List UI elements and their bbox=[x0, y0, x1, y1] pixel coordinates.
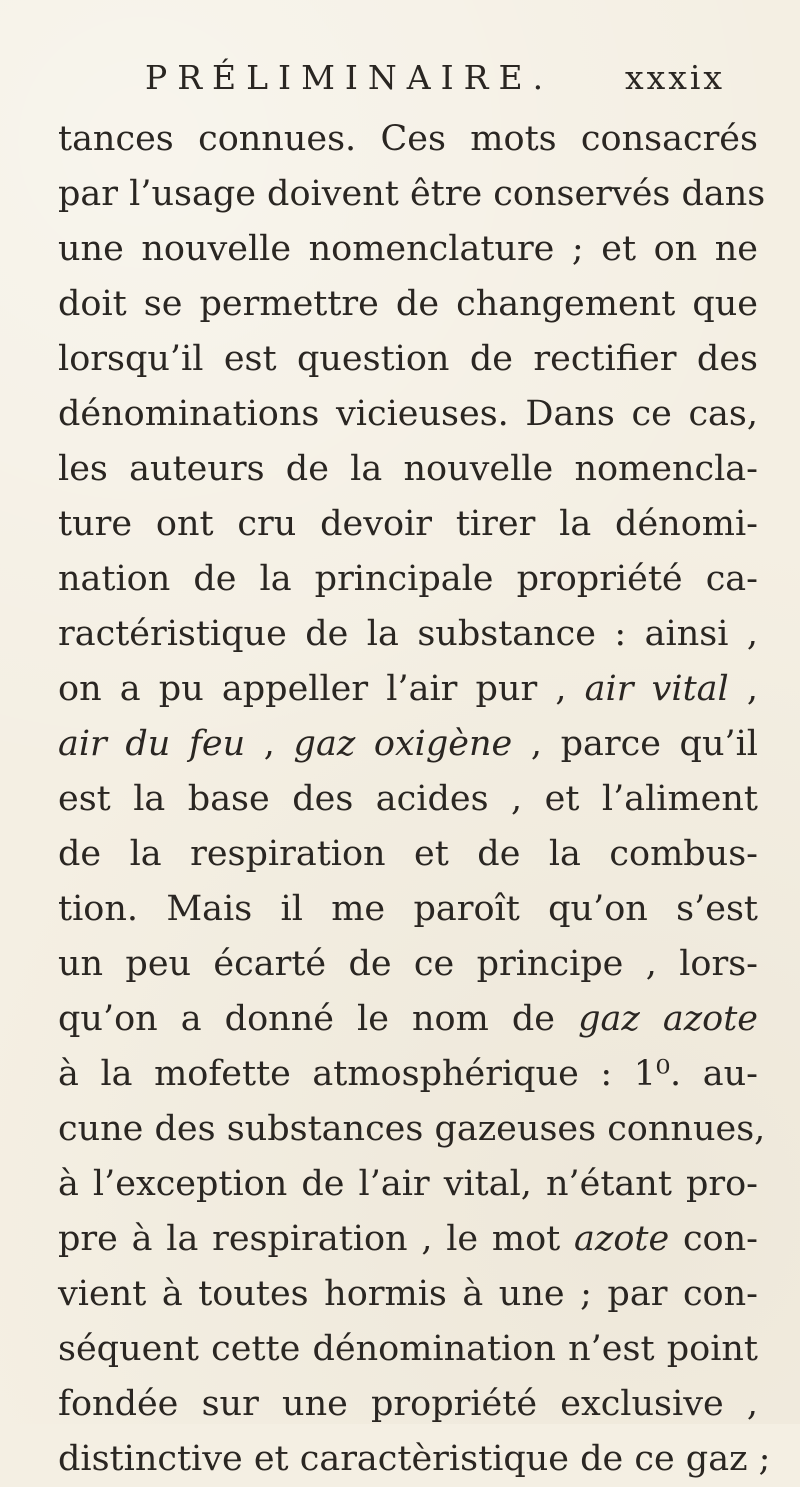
text-line-18: à la mofette atmosphérique : 1⁰. au- bbox=[58, 1054, 758, 1094]
italic-gaz-oxigene: gaz oxigène bbox=[293, 724, 513, 764]
text-line-4: doit se permettre de changement que bbox=[58, 284, 758, 324]
text-line-20: à l’exception de l’air vital, n’étant pro- bbox=[58, 1164, 758, 1204]
italic-air-du-feu: air du feu bbox=[58, 724, 246, 764]
text-line-7: les auteurs de la nouvelle nomencla- bbox=[58, 449, 758, 489]
text-line-17 bbox=[58, 992, 758, 1047]
text-line-22: vient à toutes hormis à une ; par con- bbox=[58, 1274, 758, 1314]
text-line-12 bbox=[58, 717, 758, 772]
text-line-13: est la base des acides , et l’aliment bbox=[58, 779, 758, 819]
text-line-23: séquent cette dénomination n’est point bbox=[58, 1329, 758, 1369]
text-line-2: par l’usage doivent être conservés dans bbox=[58, 174, 766, 214]
running-head bbox=[145, 58, 725, 98]
text-line-3: une nouvelle nomenclature ; et on ne bbox=[58, 229, 758, 269]
text-line-21 bbox=[58, 1212, 758, 1267]
text-line-19: cune des substances gazeuses connues, bbox=[58, 1109, 766, 1149]
text-line-12-mid: , bbox=[245, 724, 294, 764]
text-line-14: de la respiration et de la combus- bbox=[58, 834, 758, 874]
text-line-25: distinctive et caractèristique de ce gaz ; bbox=[58, 1439, 771, 1479]
text-line-21-before: pre à la respiration , le mot bbox=[58, 1219, 575, 1259]
text-line-1: tances connues. Ces mots consacrés bbox=[58, 119, 758, 159]
text-line-10: ractéristique de la substance : ainsi , bbox=[58, 614, 758, 654]
text-line-24: fondée sur une propriété exclusive , bbox=[58, 1384, 758, 1424]
text-line-9: nation de la principale propriété ca- bbox=[58, 559, 758, 599]
text-line-11-before: on a pu appeller l’air pur , bbox=[58, 669, 585, 709]
italic-azote: azote bbox=[574, 1219, 670, 1259]
text-line-11 bbox=[58, 662, 758, 717]
text-line-21-after: con- bbox=[669, 1219, 758, 1259]
text-line-17-before: qu’on a donné le nom de bbox=[58, 999, 579, 1039]
running-head-title: PRÉLIMINAIRE. bbox=[145, 58, 554, 97]
main-text bbox=[58, 112, 771, 1487]
text-line-6: dénominations vicieuses. Dans ce cas, bbox=[58, 394, 758, 434]
text-line-15: tion. Mais il me paroît qu’on s’est bbox=[58, 889, 758, 929]
text-line-5: lorsqu’il est question de rectifier des bbox=[58, 339, 758, 379]
italic-gaz-azote: gaz azote bbox=[578, 999, 758, 1039]
italic-air-vital: air vital bbox=[584, 669, 729, 709]
text-line-8: ture ont cru devoir tirer la dénomi- bbox=[58, 504, 758, 544]
text-line-11-after: , bbox=[728, 669, 758, 709]
text-line-16: un peu écarté de ce principe , lors- bbox=[58, 944, 758, 984]
page-number: xxxix bbox=[625, 58, 725, 97]
text-line-12-after: , parce qu’il bbox=[512, 724, 758, 764]
